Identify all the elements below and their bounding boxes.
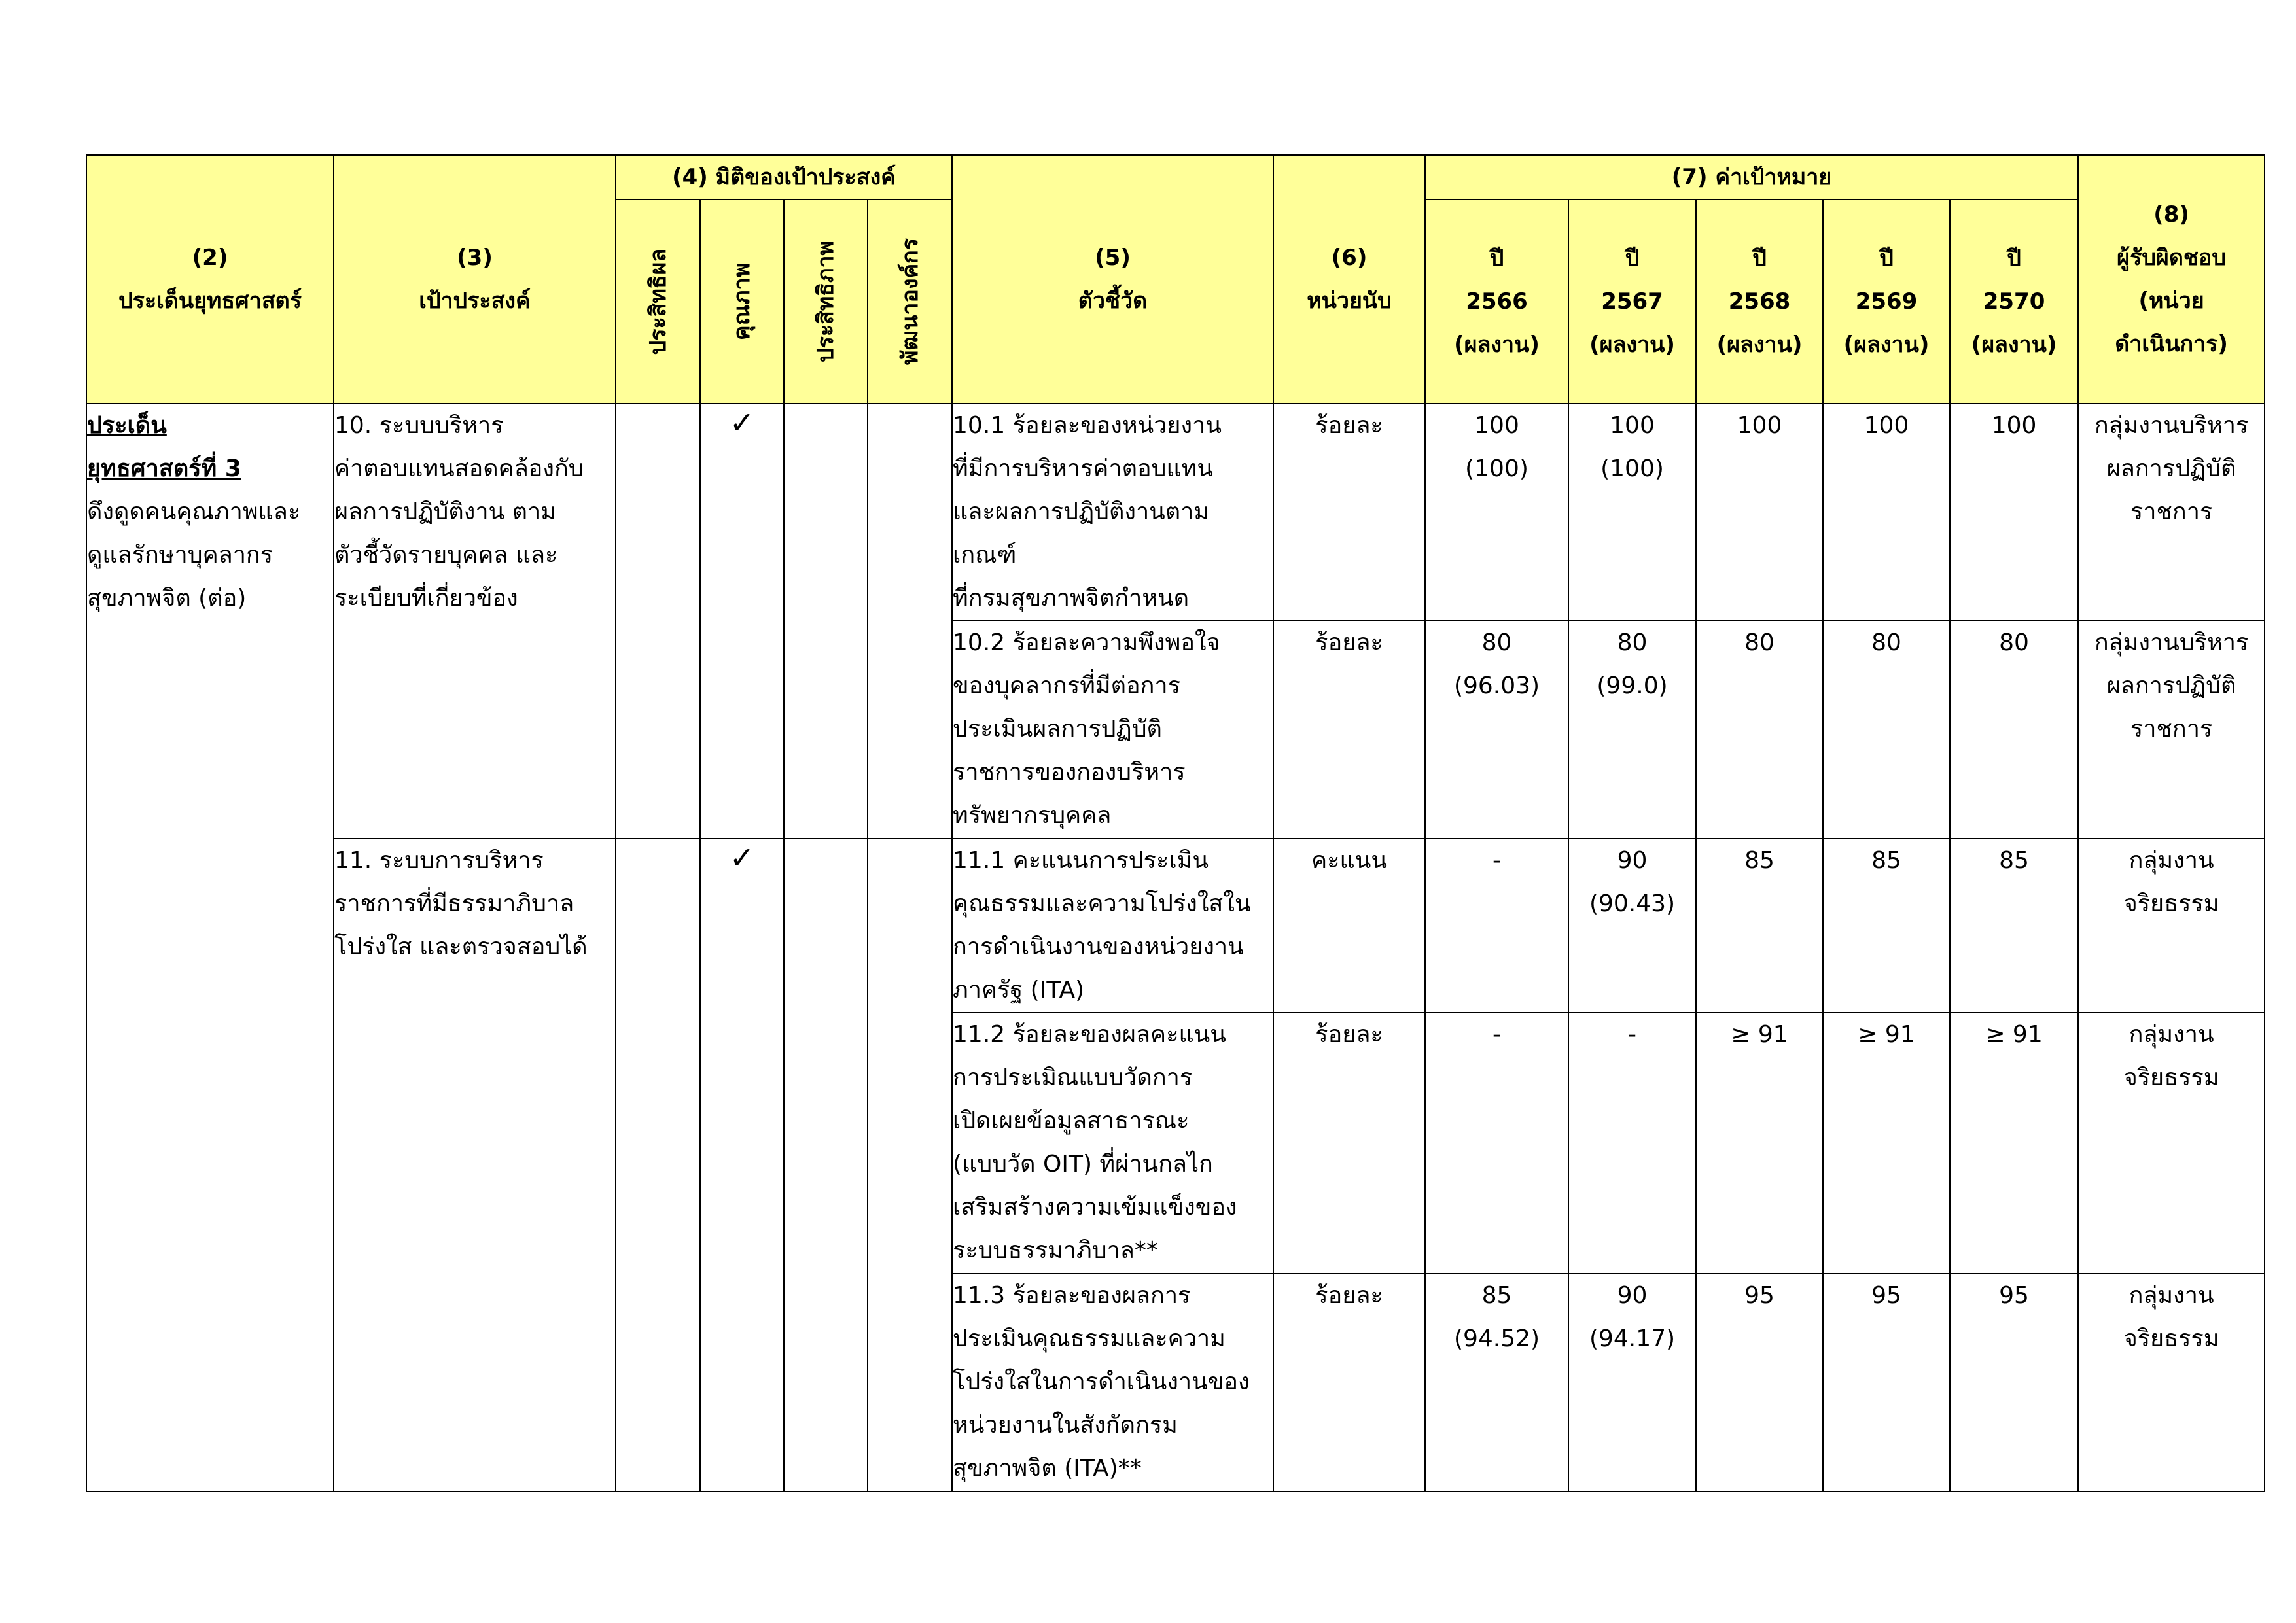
target-10-1-2567: 100 (100) [1568,404,1696,621]
target-10-1-2566: 100 (100) [1425,404,1568,621]
goal-11-dim-org-dev [868,839,952,1492]
header-dim-org-dev: พัฒนาองค์กร [868,200,952,404]
target-10-2-2567: 80 (99.0) [1568,621,1696,839]
goal-11-dim-effectiveness [616,839,700,1492]
target-11-1-2569: 85 [1823,839,1950,1013]
indicator-11-1: 11.1 คะแนนการประเมิน คุณธรรมและความโปร่งใสใน การดำเนินงานของหน่วยงาน ภาครัฐ (ITA) [952,839,1273,1013]
target-10-1-2569: 100 [1823,404,1950,621]
indicator-10-1: 10.1 ร้อยละของหน่วยงาน ที่มีการบริหารค่าตอบแทน และผลการปฏิบัติงานตามเกณฑ์ ที่กรมสุขภาพจิตกำหนด [952,404,1273,621]
header-indicator: (5) ตัวชี้วัด [952,155,1273,404]
header-dim-quality: คุณภาพ [700,200,784,404]
target-10-1-2570: 100 [1950,404,2078,621]
target-11-1-2570: 85 [1950,839,2078,1013]
indicator-11-3: 11.3 ร้อยละของผลการ ประเมินคุณธรรมและความ โปร่งใสในการดำเนินงานของ หน่วยงานในสังกัดกรม สุขภาพจิต (ITA)** [952,1274,1273,1492]
target-11-3-2566: 85 (94.52) [1425,1274,1568,1492]
header-row-1 [86,155,2265,200]
goal-10: 10. ระบบบริหาร ค่าตอบแทนสอดคล้องกับ ผลการปฏิบัติงาน ตาม ตัวชี้วัดรายบุคคล และ ระเบียบที่เกี่ยวข้อง [334,404,616,839]
header-year-2567: ปี 2567 (ผลงาน) [1568,200,1696,404]
goal-10-dim-effectiveness [616,404,700,839]
header-year-2569: ปี 2569 (ผลงาน) [1823,200,1950,404]
header-unit: (6) หน่วยนับ [1273,155,1425,404]
header-year-2566: ปี 2566 (ผลงาน) [1425,200,1568,404]
target-11-3-2567: 90 (94.17) [1568,1274,1696,1492]
target-11-3-2568: 95 [1696,1274,1823,1492]
goal-11: 11. ระบบการบริหาร ราชการที่มีธรรมาภิบาล โปร่งใส และตรวจสอบได้ [334,839,616,1492]
target-11-2-2567: - [1568,1013,1696,1274]
target-11-3-2570: 95 [1950,1274,2078,1492]
owner-11-1: กลุ่มงาน จริยธรรม [2078,839,2265,1013]
owner-11-2: กลุ่มงาน จริยธรรม [2078,1013,2265,1274]
strategy-title-2: ยุทธศาสตร์ที่ 3 [87,455,241,482]
target-11-1-2566: - [1425,839,1568,1013]
strategy-title-1: ประเด็น [87,412,167,439]
header-goal: (3) เป้าประสงค์ [334,155,616,404]
goal-10-dim-efficiency [784,404,868,839]
goal-10-dim-org-dev [868,404,952,839]
owner-10-2: กลุ่มงานบริหาร ผลการปฏิบัติ ราชการ [2078,621,2265,839]
header-year-2568: ปี 2568 (ผลงาน) [1696,200,1823,404]
target-11-2-2569: ≥ 91 [1823,1013,1950,1274]
header-strategy: (2) ประเด็นยุทธศาสตร์ [86,155,334,404]
unit-11-1: คะแนน [1273,839,1425,1013]
target-10-2-2568: 80 [1696,621,1823,839]
goal-10-check-icon: ✓ [700,404,784,839]
target-11-1-2567: 90 (90.43) [1568,839,1696,1013]
header-year-2570: ปี 2570 (ผลงาน) [1950,200,2078,404]
owner-10-1: กลุ่มงานบริหาร ผลการปฏิบัติ ราชการ [2078,404,2265,621]
strategy-description: ดึงดูดคนคุณภาพและ ดูแลรักษาบุคลากร สุขภาพจิต (ต่อ) [87,498,301,612]
target-11-1-2568: 85 [1696,839,1823,1013]
header-owner: (8) ผู้รับผิดชอบ (หน่วย ดำเนินการ) [2078,155,2265,404]
target-11-2-2570: ≥ 91 [1950,1013,2078,1274]
header-dimensions: (4) มิติของเป้าประสงค์ [616,155,952,200]
unit-10-1: ร้อยละ [1273,404,1425,621]
header-dim-effectiveness: ประสิทธิผล [616,200,700,404]
target-10-2-2569: 80 [1823,621,1950,839]
header-dim-efficiency: ประสิทธิภาพ [784,200,868,404]
strategy-cell [86,404,334,1492]
target-11-2-2568: ≥ 91 [1696,1013,1823,1274]
unit-10-2: ร้อยละ [1273,621,1425,839]
header-targets: (7) ค่าเป้าหมาย [1425,155,2078,200]
unit-11-3: ร้อยละ [1273,1274,1425,1492]
indicator-11-2: 11.2 ร้อยละของผลคะแนน การประเมิณแบบวัดการ เปิดเผยข้อมูลสาธารณะ (แบบวัด OIT) ที่ผ่านกลไก เสริมสร้างความเข้มแข็งของ ระบบธรรมาภิบาล** [952,1013,1273,1274]
table-row [86,404,2265,621]
table-row [86,839,2265,1013]
target-11-2-2566: - [1425,1013,1568,1274]
owner-11-3: กลุ่มงาน จริยธรรม [2078,1274,2265,1492]
strategy-table [86,154,2265,1492]
indicator-10-2: 10.2 ร้อยละความพึงพอใจ ของบุคลากรที่มีต่อการ ประเมินผลการปฏิบัติ ราชการของกองบริหาร ทรัพยากรบุคคล [952,621,1273,839]
target-10-2-2570: 80 [1950,621,2078,839]
target-11-3-2569: 95 [1823,1274,1950,1492]
target-10-1-2568: 100 [1696,404,1823,621]
goal-11-dim-efficiency [784,839,868,1492]
unit-11-2: ร้อยละ [1273,1013,1425,1274]
target-10-2-2566: 80 (96.03) [1425,621,1568,839]
goal-11-check-icon: ✓ [700,839,784,1492]
